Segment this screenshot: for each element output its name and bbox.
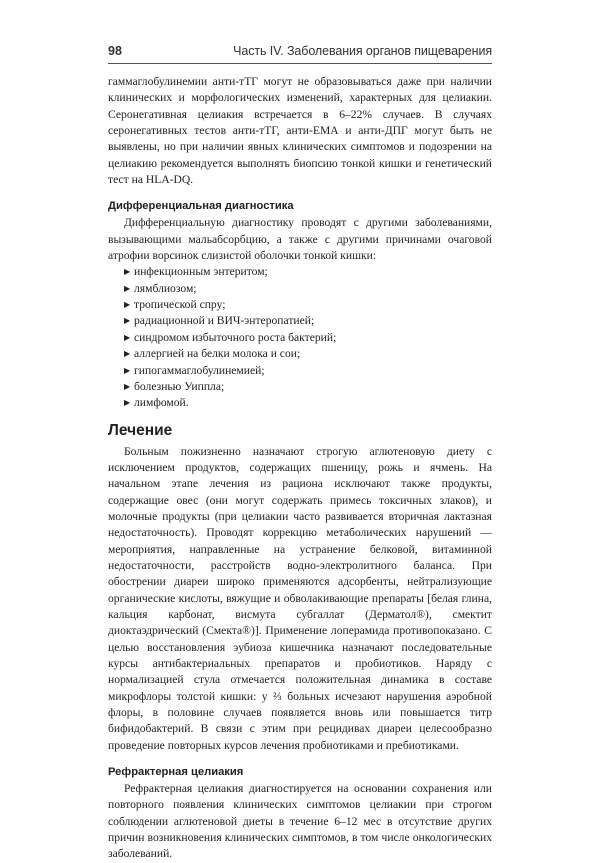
bullet-icon: ▶ [124, 332, 131, 342]
header-rule [108, 63, 492, 64]
list-item [124, 379, 492, 395]
list-item-text: лимфомой. [134, 396, 189, 410]
list-item-text: инфекционным энтеритом; [134, 265, 268, 279]
treatment-paragraph: Больным пожизненно назначают строгую аглютеновую диету с исключением продуктов, содержащих пшеницу, рожь и ячмень. На начальном этапе лечения из рациона исключают также продукты, содержащие овес (они могут содержать примесь токсичных злаков), и молочные продукты (при целиакии часто развивается вторичная лактазная недостаточность). Проводят коррекцию метаболических нарушений — мероприятия, направленные на устранение белковой, витаминной недостаточности, расстройств водно-электролитного баланса. При обострении диареи широко применяются адсорбенты, нейтрализующие органические кислоты, вяжущие и обволакивающие препараты [белая глина, кальция карбонат, висмута субгаллат (Дерматол®), смектит диоктаэдрический (Смекта®)]. Применение лоперамида противопоказано. С целью восстановления эубиоза кишечника назначают последовательные курсы антибактериальных препаратов и пробиотиков. Наряду с нормализацией стула отмечается положительная динамика в составе микрофлоры толстой кишки: у ⅔ больных исчезают нарушения аэробной флоры, в половине случаев появляется вновь или повышается титр бифидобактерий. В связи с этим при рецидивах диареи целесообразно проведение повторных курсов лечения пробиотиками и пребиотиками. [108, 444, 492, 752]
bullet-icon: ▶ [124, 316, 131, 326]
bullet-icon: ▶ [124, 365, 131, 375]
list-item [124, 330, 492, 346]
running-header [108, 44, 492, 62]
bullet-icon: ▶ [124, 300, 131, 310]
list-item [124, 297, 492, 313]
page-body [108, 74, 492, 863]
list-item-text: аллергией на белки молока и сои; [134, 347, 301, 361]
list-item-text: болезнью Уиппла; [134, 379, 225, 393]
list-item [124, 264, 492, 280]
page-number: 98 [108, 44, 122, 58]
refractory-heading: Рефрактерная целиакия [108, 766, 244, 779]
bullet-icon: ▶ [124, 267, 131, 277]
bullet-icon: ▶ [124, 349, 131, 359]
treatment-heading: Лечение [108, 421, 173, 439]
list-item [124, 313, 492, 329]
list-item-text: тропической спру; [134, 298, 226, 312]
running-title: Часть IV. Заболевания органов пищеварения [233, 44, 492, 58]
list-item [124, 363, 492, 379]
refractory-paragraph: Рефрактерная целиакия диагностируется на основании сохранения или повторного появления клинических симптомов целиакии при строгом соблюдении аглютеновой диеты в течение 6–12 мес в отсутствие других причин возникновения клинических симптомов, в том числе онкологических заболеваний. [108, 782, 492, 861]
bullet-icon: ▶ [124, 283, 131, 293]
list-item-text: лямблиозом; [134, 281, 197, 295]
differential-lead: Дифференциальную диагностику проводят с другими заболеваниями, вызывающими мальабсорбцию, а также с другими причинами очаговой атрофии ворсинок слизистой оболочки тонкой кишки: [108, 216, 492, 263]
differential-list [108, 264, 492, 411]
list-item [124, 395, 492, 411]
list-item [124, 346, 492, 362]
list-item [124, 281, 492, 297]
list-item-text: гипогаммаглобулинемией; [134, 363, 265, 377]
intro-paragraph: гаммаглобулинемии анти-тТГ могут не образовываться даже при наличии клинических и морфологических изменений, характерных для целиакии. Серонегативная целиакия встречается в 6–22% случаев. В случаях серонегативных тестов анти-тТГ, анти-ЕМА и анти-ДПГ могут быть не выявлены, но при наличии явных клинических симптомов и подозрении на целиакию рекомендуется выполнять биопсию тонкой кишки и генетический тест на HLA-DQ. [108, 75, 492, 187]
list-item-text: синдромом избыточного роста бактерий; [134, 330, 337, 344]
list-item-text: радиационной и ВИЧ-энтеропатией; [134, 314, 315, 328]
differential-heading: Дифференциальная диагностика [108, 200, 294, 213]
bullet-icon: ▶ [124, 381, 131, 391]
bullet-icon: ▶ [124, 398, 131, 408]
